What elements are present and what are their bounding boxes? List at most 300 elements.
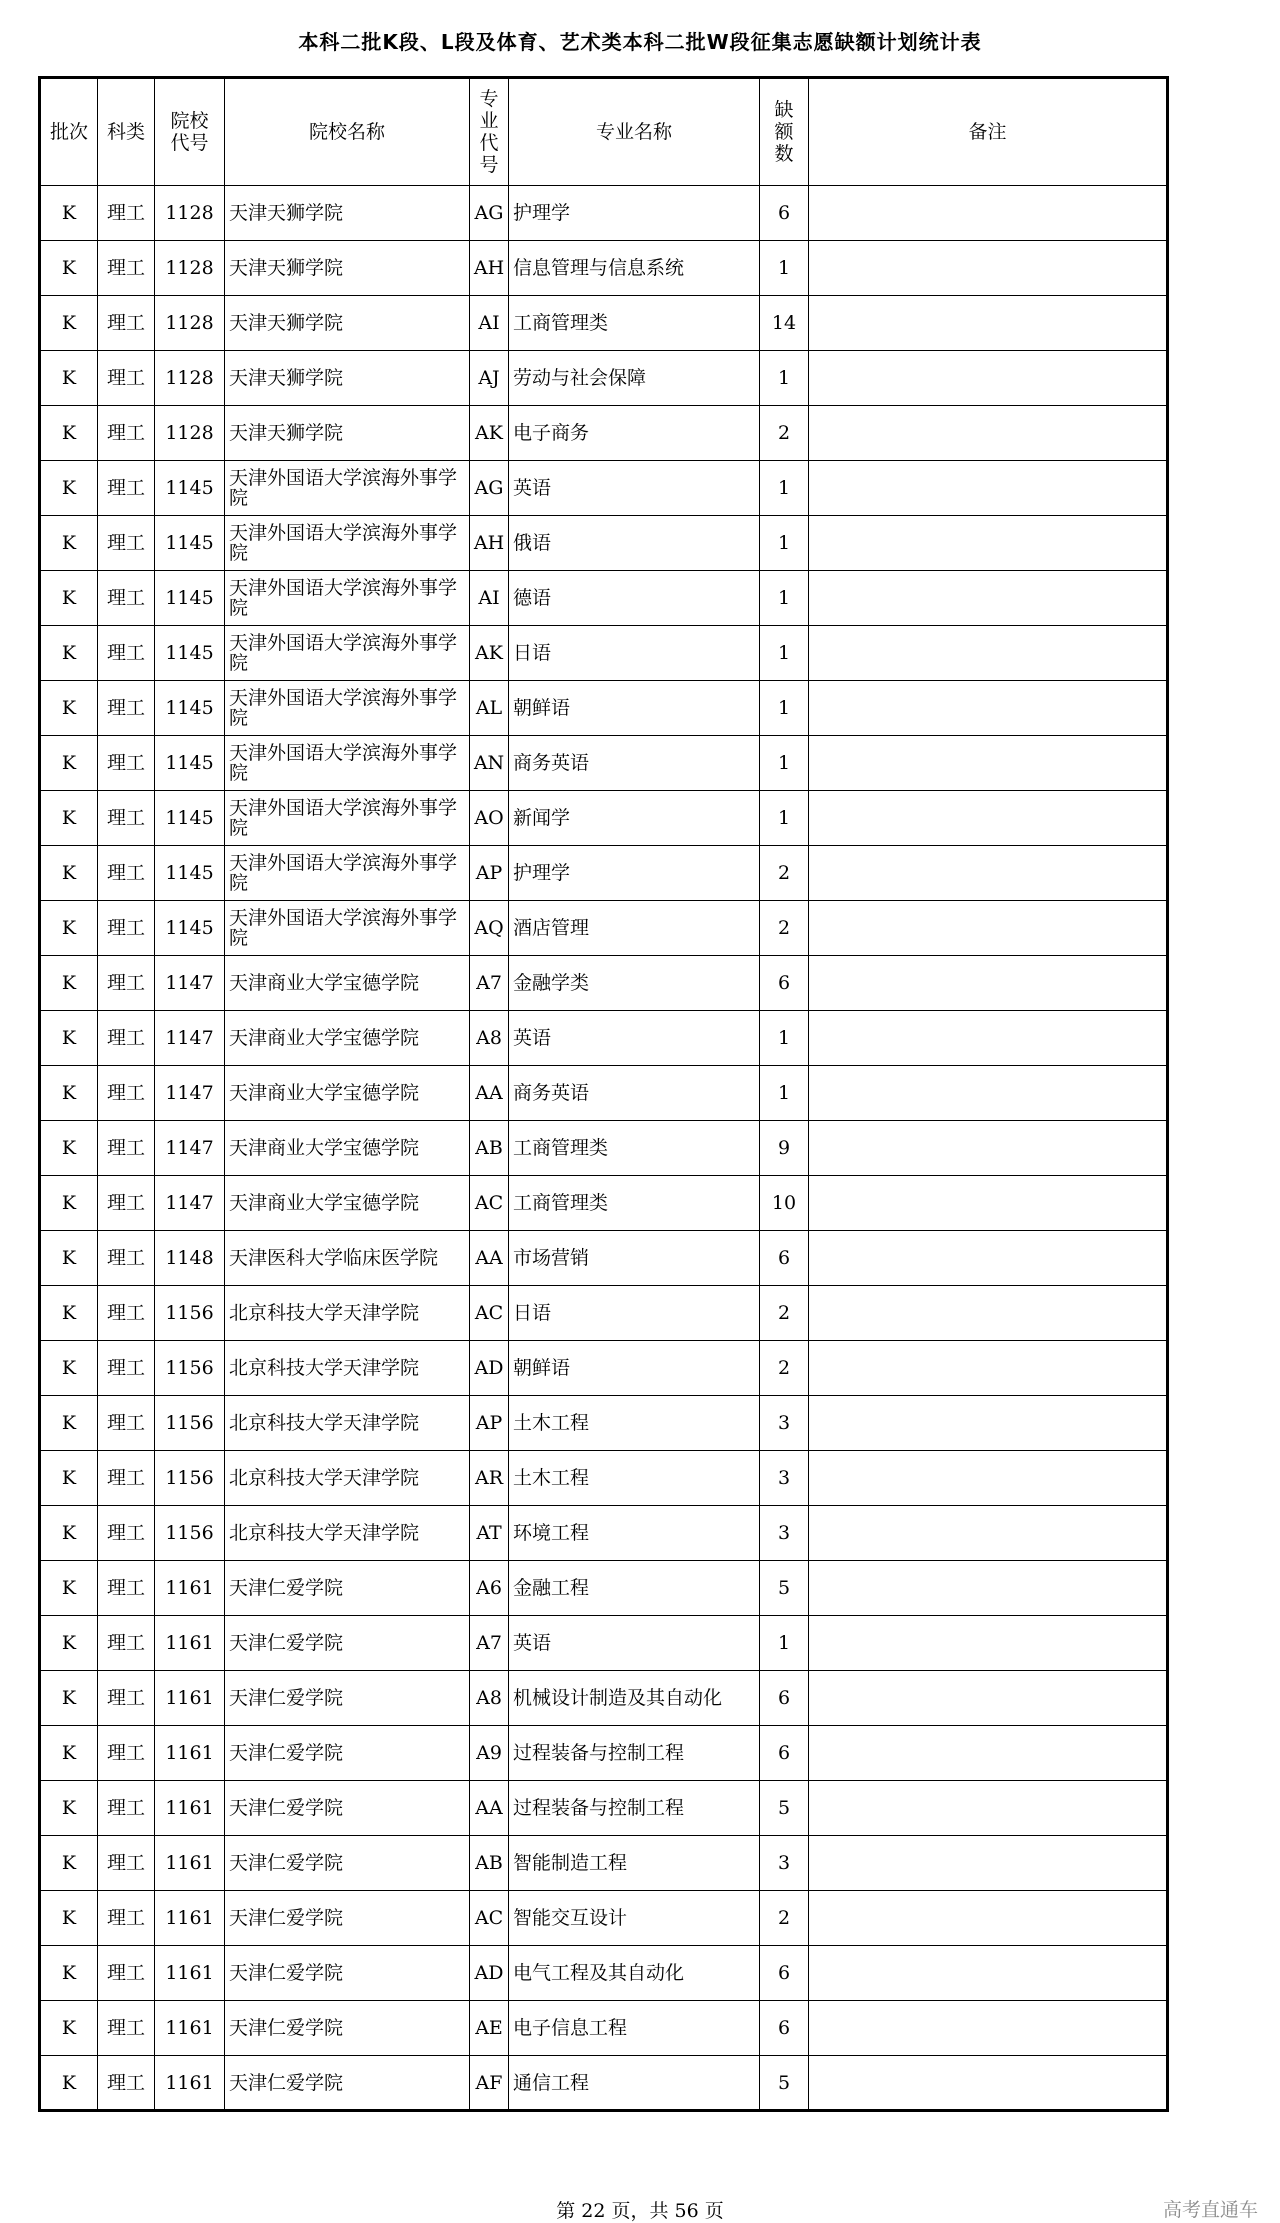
cell-batch: K bbox=[40, 516, 98, 571]
cell-school-name: 天津仁爱学院 bbox=[225, 1836, 470, 1891]
cell-major-name: 护理学 bbox=[509, 846, 760, 901]
cell-batch: K bbox=[40, 351, 98, 406]
cell-category: 理工 bbox=[98, 1726, 155, 1781]
cell-category: 理工 bbox=[98, 2001, 155, 2056]
cell-batch: K bbox=[40, 241, 98, 296]
cell-school-code: 1161 bbox=[155, 1781, 225, 1836]
cell-batch: K bbox=[40, 1561, 98, 1616]
table-body bbox=[40, 186, 1168, 2111]
cell-major-name: 电子商务 bbox=[509, 406, 760, 461]
cell-remarks bbox=[809, 1616, 1168, 1671]
table-row bbox=[40, 626, 1168, 681]
header-major-name: 专业名称 bbox=[509, 78, 760, 186]
cell-vacancies: 6 bbox=[760, 2001, 809, 2056]
cell-major-code: AF bbox=[470, 2056, 509, 2111]
cell-major-name: 酒店管理 bbox=[509, 901, 760, 956]
cell-school-code: 1156 bbox=[155, 1286, 225, 1341]
cell-major-name: 护理学 bbox=[509, 186, 760, 241]
cell-category: 理工 bbox=[98, 681, 155, 736]
cell-school-code: 1161 bbox=[155, 1561, 225, 1616]
cell-major-code: AA bbox=[470, 1231, 509, 1286]
table-row bbox=[40, 846, 1168, 901]
cell-remarks bbox=[809, 296, 1168, 351]
cell-major-name: 英语 bbox=[509, 461, 760, 516]
cell-school-name: 天津外国语大学滨海外事学院 bbox=[225, 901, 470, 956]
cell-category: 理工 bbox=[98, 1506, 155, 1561]
cell-school-code: 1128 bbox=[155, 296, 225, 351]
cell-school-code: 1161 bbox=[155, 1891, 225, 1946]
cell-vacancies: 6 bbox=[760, 1671, 809, 1726]
cell-school-code: 1128 bbox=[155, 186, 225, 241]
table-row bbox=[40, 186, 1168, 241]
cell-vacancies: 6 bbox=[760, 186, 809, 241]
table-row bbox=[40, 516, 1168, 571]
cell-major-name: 智能交互设计 bbox=[509, 1891, 760, 1946]
cell-category: 理工 bbox=[98, 1286, 155, 1341]
cell-major-code: AN bbox=[470, 736, 509, 791]
cell-category: 理工 bbox=[98, 846, 155, 901]
cell-batch: K bbox=[40, 2001, 98, 2056]
table-row bbox=[40, 681, 1168, 736]
cell-school-name: 天津外国语大学滨海外事学院 bbox=[225, 571, 470, 626]
cell-school-name: 天津商业大学宝德学院 bbox=[225, 1066, 470, 1121]
cell-remarks bbox=[809, 1891, 1168, 1946]
cell-major-code: AP bbox=[470, 1396, 509, 1451]
cell-major-name: 劳动与社会保障 bbox=[509, 351, 760, 406]
cell-batch: K bbox=[40, 1781, 98, 1836]
cell-vacancies: 9 bbox=[760, 1121, 809, 1176]
cell-remarks bbox=[809, 1121, 1168, 1176]
cell-major-name: 过程装备与控制工程 bbox=[509, 1726, 760, 1781]
cell-school-code: 1145 bbox=[155, 571, 225, 626]
cell-batch: K bbox=[40, 1506, 98, 1561]
table-row bbox=[40, 1066, 1168, 1121]
cell-major-code: AC bbox=[470, 1286, 509, 1341]
cell-school-code: 1145 bbox=[155, 626, 225, 681]
cell-category: 理工 bbox=[98, 516, 155, 571]
cell-major-code: A8 bbox=[470, 1011, 509, 1066]
cell-batch: K bbox=[40, 1396, 98, 1451]
cell-remarks bbox=[809, 516, 1168, 571]
cell-remarks bbox=[809, 1066, 1168, 1121]
cell-vacancies: 1 bbox=[760, 1011, 809, 1066]
table-row bbox=[40, 1451, 1168, 1506]
cell-major-name: 商务英语 bbox=[509, 736, 760, 791]
header-school-code bbox=[155, 78, 225, 186]
cell-vacancies: 3 bbox=[760, 1836, 809, 1891]
cell-category: 理工 bbox=[98, 461, 155, 516]
cell-vacancies: 3 bbox=[760, 1451, 809, 1506]
cell-category: 理工 bbox=[98, 956, 155, 1011]
cell-school-code: 1156 bbox=[155, 1451, 225, 1506]
cell-school-code: 1161 bbox=[155, 1836, 225, 1891]
cell-vacancies: 2 bbox=[760, 1286, 809, 1341]
cell-major-code: AP bbox=[470, 846, 509, 901]
table-row bbox=[40, 1176, 1168, 1231]
cell-school-name: 北京科技大学天津学院 bbox=[225, 1451, 470, 1506]
cell-major-name: 商务英语 bbox=[509, 1066, 760, 1121]
cell-batch: K bbox=[40, 1836, 98, 1891]
cell-category: 理工 bbox=[98, 1231, 155, 1286]
cell-vacancies: 2 bbox=[760, 901, 809, 956]
cell-category: 理工 bbox=[98, 2056, 155, 2111]
cell-category: 理工 bbox=[98, 241, 155, 296]
table-row bbox=[40, 461, 1168, 516]
cell-remarks bbox=[809, 736, 1168, 791]
cell-major-code: AG bbox=[470, 461, 509, 516]
cell-school-name: 天津仁爱学院 bbox=[225, 2001, 470, 2056]
cell-major-code: A8 bbox=[470, 1671, 509, 1726]
cell-school-code: 1161 bbox=[155, 2056, 225, 2111]
cell-major-name: 金融学类 bbox=[509, 956, 760, 1011]
cell-remarks bbox=[809, 1176, 1168, 1231]
cell-school-code: 1161 bbox=[155, 1946, 225, 2001]
cell-school-name: 天津天狮学院 bbox=[225, 186, 470, 241]
cell-school-code: 1156 bbox=[155, 1396, 225, 1451]
cell-school-name: 天津仁爱学院 bbox=[225, 2056, 470, 2111]
table-row bbox=[40, 1616, 1168, 1671]
cell-batch: K bbox=[40, 1066, 98, 1121]
header-school-code-label: 院校代号 bbox=[170, 110, 209, 154]
cell-batch: K bbox=[40, 1891, 98, 1946]
cell-batch: K bbox=[40, 1286, 98, 1341]
cell-major-code: A9 bbox=[470, 1726, 509, 1781]
cell-category: 理工 bbox=[98, 1836, 155, 1891]
cell-school-code: 1128 bbox=[155, 406, 225, 461]
cell-batch: K bbox=[40, 571, 98, 626]
table-row bbox=[40, 406, 1168, 461]
cell-major-code: AD bbox=[470, 1946, 509, 2001]
cell-major-name: 工商管理类 bbox=[509, 1176, 760, 1231]
cell-remarks bbox=[809, 2056, 1168, 2111]
table-row bbox=[40, 736, 1168, 791]
cell-school-code: 1156 bbox=[155, 1506, 225, 1561]
cell-school-name: 天津天狮学院 bbox=[225, 296, 470, 351]
cell-batch: K bbox=[40, 1231, 98, 1286]
cell-major-name: 德语 bbox=[509, 571, 760, 626]
cell-vacancies: 2 bbox=[760, 1341, 809, 1396]
cell-school-code: 1161 bbox=[155, 2001, 225, 2056]
cell-category: 理工 bbox=[98, 1341, 155, 1396]
cell-major-code: AA bbox=[470, 1066, 509, 1121]
cell-school-name: 天津天狮学院 bbox=[225, 351, 470, 406]
cell-remarks bbox=[809, 1231, 1168, 1286]
cell-vacancies: 1 bbox=[760, 736, 809, 791]
cell-school-name: 天津医科大学临床医学院 bbox=[225, 1231, 470, 1286]
cell-school-code: 1147 bbox=[155, 1176, 225, 1231]
table-row bbox=[40, 791, 1168, 846]
cell-major-name: 市场营销 bbox=[509, 1231, 760, 1286]
header-remarks: 备注 bbox=[809, 78, 1168, 186]
cell-batch: K bbox=[40, 1671, 98, 1726]
cell-school-name: 天津仁爱学院 bbox=[225, 1946, 470, 2001]
table-row bbox=[40, 901, 1168, 956]
cell-category: 理工 bbox=[98, 901, 155, 956]
cell-remarks bbox=[809, 681, 1168, 736]
cell-remarks bbox=[809, 1836, 1168, 1891]
cell-major-code: AB bbox=[470, 1121, 509, 1176]
cell-major-code: AA bbox=[470, 1781, 509, 1836]
table-row bbox=[40, 1231, 1168, 1286]
cell-major-name: 智能制造工程 bbox=[509, 1836, 760, 1891]
cell-batch: K bbox=[40, 681, 98, 736]
cell-remarks bbox=[809, 1726, 1168, 1781]
cell-major-code: AJ bbox=[470, 351, 509, 406]
cell-vacancies: 1 bbox=[760, 351, 809, 406]
cell-major-name: 过程装备与控制工程 bbox=[509, 1781, 760, 1836]
cell-school-name: 天津仁爱学院 bbox=[225, 1891, 470, 1946]
cell-vacancies: 6 bbox=[760, 1231, 809, 1286]
cell-batch: K bbox=[40, 1451, 98, 1506]
cell-major-name: 工商管理类 bbox=[509, 1121, 760, 1176]
cell-major-code: AC bbox=[470, 1176, 509, 1231]
cell-school-name: 天津仁爱学院 bbox=[225, 1616, 470, 1671]
table-row bbox=[40, 1561, 1168, 1616]
header-row bbox=[40, 78, 1168, 186]
cell-school-name: 天津外国语大学滨海外事学院 bbox=[225, 461, 470, 516]
cell-school-code: 1147 bbox=[155, 956, 225, 1011]
cell-major-name: 电气工程及其自动化 bbox=[509, 1946, 760, 2001]
cell-major-name: 环境工程 bbox=[509, 1506, 760, 1561]
cell-major-code: AC bbox=[470, 1891, 509, 1946]
cell-vacancies: 5 bbox=[760, 1781, 809, 1836]
cell-remarks bbox=[809, 2001, 1168, 2056]
cell-school-code: 1128 bbox=[155, 351, 225, 406]
table-row bbox=[40, 351, 1168, 406]
cell-major-name: 英语 bbox=[509, 1616, 760, 1671]
cell-batch: K bbox=[40, 1011, 98, 1066]
table-row bbox=[40, 1671, 1168, 1726]
cell-major-name: 机械设计制造及其自动化 bbox=[509, 1671, 760, 1726]
cell-category: 理工 bbox=[98, 1561, 155, 1616]
cell-category: 理工 bbox=[98, 1451, 155, 1506]
cell-remarks bbox=[809, 1781, 1168, 1836]
cell-major-code: AQ bbox=[470, 901, 509, 956]
cell-category: 理工 bbox=[98, 296, 155, 351]
table-row bbox=[40, 1781, 1168, 1836]
cell-batch: K bbox=[40, 1121, 98, 1176]
cell-batch: K bbox=[40, 1726, 98, 1781]
cell-major-name: 通信工程 bbox=[509, 2056, 760, 2111]
cell-batch: K bbox=[40, 2056, 98, 2111]
cell-school-name: 天津天狮学院 bbox=[225, 406, 470, 461]
cell-category: 理工 bbox=[98, 736, 155, 791]
cell-vacancies: 1 bbox=[760, 241, 809, 296]
cell-vacancies: 1 bbox=[760, 626, 809, 681]
cell-school-name: 天津仁爱学院 bbox=[225, 1561, 470, 1616]
table-row bbox=[40, 2001, 1168, 2056]
header-school-name: 院校名称 bbox=[225, 78, 470, 186]
table-row bbox=[40, 1726, 1168, 1781]
cell-school-name: 天津商业大学宝德学院 bbox=[225, 1011, 470, 1066]
cell-remarks bbox=[809, 1506, 1168, 1561]
cell-batch: K bbox=[40, 1176, 98, 1231]
cell-vacancies: 6 bbox=[760, 1726, 809, 1781]
cell-major-name: 日语 bbox=[509, 1286, 760, 1341]
table-row bbox=[40, 296, 1168, 351]
cell-major-code: AB bbox=[470, 1836, 509, 1891]
cell-major-name: 金融工程 bbox=[509, 1561, 760, 1616]
cell-remarks bbox=[809, 1286, 1168, 1341]
cell-vacancies: 1 bbox=[760, 791, 809, 846]
cell-major-code: A7 bbox=[470, 956, 509, 1011]
cell-vacancies: 3 bbox=[760, 1396, 809, 1451]
table-row bbox=[40, 1891, 1168, 1946]
cell-vacancies: 1 bbox=[760, 516, 809, 571]
cell-major-code: AK bbox=[470, 406, 509, 461]
cell-major-code: AH bbox=[470, 516, 509, 571]
cell-vacancies: 3 bbox=[760, 1506, 809, 1561]
cell-remarks bbox=[809, 461, 1168, 516]
table-row bbox=[40, 571, 1168, 626]
cell-category: 理工 bbox=[98, 186, 155, 241]
cell-school-name: 天津仁爱学院 bbox=[225, 1726, 470, 1781]
cell-category: 理工 bbox=[98, 626, 155, 681]
cell-category: 理工 bbox=[98, 351, 155, 406]
cell-school-name: 天津仁爱学院 bbox=[225, 1781, 470, 1836]
cell-remarks bbox=[809, 1011, 1168, 1066]
cell-school-name: 天津天狮学院 bbox=[225, 241, 470, 296]
cell-batch: K bbox=[40, 1341, 98, 1396]
cell-remarks bbox=[809, 241, 1168, 296]
cell-vacancies: 10 bbox=[760, 1176, 809, 1231]
table-row bbox=[40, 241, 1168, 296]
cell-school-name: 北京科技大学天津学院 bbox=[225, 1506, 470, 1561]
cell-category: 理工 bbox=[98, 571, 155, 626]
cell-category: 理工 bbox=[98, 1616, 155, 1671]
cell-school-code: 1147 bbox=[155, 1011, 225, 1066]
cell-major-code: AT bbox=[470, 1506, 509, 1561]
cell-school-code: 1145 bbox=[155, 461, 225, 516]
table-row bbox=[40, 1836, 1168, 1891]
watermark: 高考直通车 bbox=[1162, 2199, 1258, 2221]
cell-vacancies: 6 bbox=[760, 956, 809, 1011]
cell-school-name: 天津外国语大学滨海外事学院 bbox=[225, 736, 470, 791]
table-row bbox=[40, 1506, 1168, 1561]
cell-school-code: 1145 bbox=[155, 901, 225, 956]
table-row bbox=[40, 1946, 1168, 2001]
cell-school-code: 1145 bbox=[155, 736, 225, 791]
table-row bbox=[40, 1341, 1168, 1396]
cell-vacancies: 2 bbox=[760, 1891, 809, 1946]
cell-remarks bbox=[809, 956, 1168, 1011]
cell-major-name: 日语 bbox=[509, 626, 760, 681]
cell-school-code: 1148 bbox=[155, 1231, 225, 1286]
cell-batch: K bbox=[40, 901, 98, 956]
cell-major-code: AG bbox=[470, 186, 509, 241]
cell-school-name: 天津外国语大学滨海外事学院 bbox=[225, 626, 470, 681]
cell-batch: K bbox=[40, 1616, 98, 1671]
cell-major-name: 俄语 bbox=[509, 516, 760, 571]
cell-school-code: 1161 bbox=[155, 1616, 225, 1671]
cell-remarks bbox=[809, 1946, 1168, 2001]
cell-school-code: 1145 bbox=[155, 516, 225, 571]
cell-school-name: 天津外国语大学滨海外事学院 bbox=[225, 516, 470, 571]
cell-remarks bbox=[809, 571, 1168, 626]
cell-vacancies: 6 bbox=[760, 1946, 809, 2001]
cell-major-name: 新闻学 bbox=[509, 791, 760, 846]
cell-remarks bbox=[809, 846, 1168, 901]
cell-major-code: AI bbox=[470, 571, 509, 626]
cell-school-code: 1145 bbox=[155, 846, 225, 901]
cell-vacancies: 1 bbox=[760, 1066, 809, 1121]
cell-major-name: 英语 bbox=[509, 1011, 760, 1066]
table-row bbox=[40, 1396, 1168, 1451]
cell-remarks bbox=[809, 901, 1168, 956]
cell-remarks bbox=[809, 186, 1168, 241]
cell-batch: K bbox=[40, 846, 98, 901]
page-number: 第 22 页，共 56 页 bbox=[556, 2200, 724, 2222]
cell-major-code: AK bbox=[470, 626, 509, 681]
cell-school-name: 北京科技大学天津学院 bbox=[225, 1341, 470, 1396]
cell-school-name: 天津仁爱学院 bbox=[225, 1671, 470, 1726]
cell-category: 理工 bbox=[98, 1176, 155, 1231]
cell-vacancies: 1 bbox=[760, 681, 809, 736]
cell-major-code: AE bbox=[470, 2001, 509, 2056]
cell-school-code: 1145 bbox=[155, 791, 225, 846]
cell-vacancies: 5 bbox=[760, 2056, 809, 2111]
cell-school-name: 天津外国语大学滨海外事学院 bbox=[225, 791, 470, 846]
cell-major-name: 电子信息工程 bbox=[509, 2001, 760, 2056]
cell-major-code: A7 bbox=[470, 1616, 509, 1671]
cell-remarks bbox=[809, 626, 1168, 681]
cell-remarks bbox=[809, 1561, 1168, 1616]
cell-vacancies: 1 bbox=[760, 571, 809, 626]
cell-category: 理工 bbox=[98, 1671, 155, 1726]
cell-school-code: 1161 bbox=[155, 1671, 225, 1726]
header-vacancies bbox=[760, 78, 809, 186]
cell-batch: K bbox=[40, 461, 98, 516]
cell-major-name: 土木工程 bbox=[509, 1396, 760, 1451]
cell-school-name: 天津商业大学宝德学院 bbox=[225, 1121, 470, 1176]
cell-school-code: 1161 bbox=[155, 1726, 225, 1781]
cell-school-name: 北京科技大学天津学院 bbox=[225, 1396, 470, 1451]
cell-batch: K bbox=[40, 406, 98, 461]
cell-batch: K bbox=[40, 736, 98, 791]
cell-category: 理工 bbox=[98, 1121, 155, 1176]
cell-remarks bbox=[809, 351, 1168, 406]
table-row bbox=[40, 1121, 1168, 1176]
cell-major-name: 信息管理与信息系统 bbox=[509, 241, 760, 296]
cell-school-code: 1156 bbox=[155, 1341, 225, 1396]
header-category: 科类 bbox=[98, 78, 155, 186]
cell-school-code: 1147 bbox=[155, 1066, 225, 1121]
cell-school-name: 天津商业大学宝德学院 bbox=[225, 1176, 470, 1231]
header-vacancies-label: 缺额数 bbox=[774, 99, 794, 165]
cell-major-name: 土木工程 bbox=[509, 1451, 760, 1506]
cell-batch: K bbox=[40, 956, 98, 1011]
header-batch: 批次 bbox=[40, 78, 98, 186]
cell-school-code: 1147 bbox=[155, 1121, 225, 1176]
cell-remarks bbox=[809, 406, 1168, 461]
cell-major-name: 朝鲜语 bbox=[509, 1341, 760, 1396]
header-major-code-label: 专业代号 bbox=[479, 88, 499, 176]
cell-major-name: 朝鲜语 bbox=[509, 681, 760, 736]
cell-school-code: 1128 bbox=[155, 241, 225, 296]
table-row bbox=[40, 956, 1168, 1011]
cell-category: 理工 bbox=[98, 1946, 155, 2001]
cell-major-code: AL bbox=[470, 681, 509, 736]
cell-major-code: AH bbox=[470, 241, 509, 296]
cell-major-code: AR bbox=[470, 1451, 509, 1506]
cell-major-code: A6 bbox=[470, 1561, 509, 1616]
cell-school-name: 天津外国语大学滨海外事学院 bbox=[225, 681, 470, 736]
cell-category: 理工 bbox=[98, 406, 155, 461]
cell-vacancies: 14 bbox=[760, 296, 809, 351]
cell-vacancies: 5 bbox=[760, 1561, 809, 1616]
cell-category: 理工 bbox=[98, 1066, 155, 1121]
cell-category: 理工 bbox=[98, 1396, 155, 1451]
